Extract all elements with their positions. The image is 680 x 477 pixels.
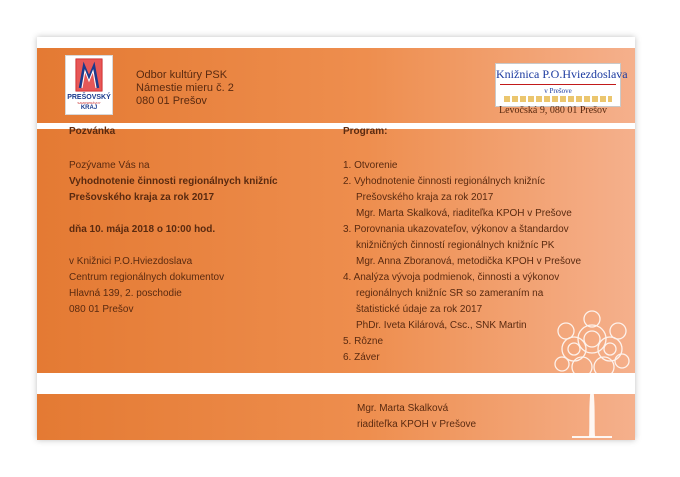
header-divider	[37, 123, 635, 129]
venue-line: Centrum regionálnych dokumentov	[69, 272, 225, 283]
logo-line-3: KRAJ	[80, 105, 98, 111]
program-heading: Program:	[343, 126, 388, 137]
library-logo-name: Knižnica P.O.Hviezdoslava	[496, 67, 628, 81]
event-date: dňa 10. mája 2018 o 10:00 hod.	[69, 224, 216, 235]
program-item	[343, 158, 633, 174]
signature-role: riaditeľka KPOH v Prešove	[357, 419, 477, 430]
invitation-text	[69, 158, 339, 318]
library-address: Levočská 9, 080 01 Prešov	[499, 105, 608, 116]
library-logo-city: v Prešove	[544, 87, 572, 95]
invitation-intro: Pozývame Vás na	[69, 160, 150, 171]
logo-line-1: PREŠOVSKÝ	[67, 94, 111, 101]
program-line: 6. Záver	[343, 352, 380, 363]
decorative-tree-icon	[552, 309, 632, 439]
event-title-line: Prešovského kraja za rok 2017	[69, 192, 215, 203]
program-line: regionálnych knižníc SR so zameraním na	[356, 288, 544, 299]
program-line: 3. Porovnania ukazovateľov, výkonov a štandardov	[343, 224, 569, 235]
program-line: knižničných činností regionálnych knižníc PK	[356, 240, 555, 251]
program-speaker: Mgr. Anna Zboranová, metodička KPOH v Prešove	[356, 256, 582, 267]
program-speaker: PhDr. Iveta Kilárová, Csc., SNK Martin	[356, 320, 527, 331]
program-line: Prešovského kraja za rok 2017	[356, 192, 494, 203]
program-line: 2. Vyhodnotenie činnosti regionálnych knižníc	[343, 176, 545, 187]
invitation-card	[37, 37, 635, 440]
logo-line-2: SAMOSPRÁVNY	[77, 101, 101, 105]
library-logo-books	[504, 96, 612, 102]
department-line: 080 01 Prešov	[136, 95, 207, 107]
program-item	[343, 222, 633, 270]
signature	[357, 401, 476, 433]
venue-line: 080 01 Prešov	[69, 304, 134, 315]
program-item	[343, 174, 633, 222]
psk-logo	[65, 55, 113, 115]
department-address	[136, 69, 234, 108]
program-speaker: Mgr. Marta Skalková, riaditeľka KPOH v Prešove	[356, 208, 572, 219]
program-line: 4. Analýza vývoja podmienok, činnosti a výkonov	[343, 272, 560, 283]
venue-line: v Knižnici P.O.Hviezdoslava	[69, 256, 193, 267]
program-line: štatistické údaje za rok 2017	[356, 304, 483, 315]
invitation-heading: Pozvánka	[69, 126, 116, 137]
department-line: Odbor kultúry PSK	[136, 69, 228, 81]
library-logo	[495, 63, 628, 107]
top-white-strip	[37, 37, 635, 48]
program-line: 5. Rôzne	[343, 336, 384, 347]
venue-line: Hlavná 139, 2. poschodie	[69, 288, 182, 299]
psk-crest-icon	[66, 56, 112, 94]
signature-divider	[37, 373, 635, 394]
library-logo-rule	[500, 84, 616, 85]
department-line: Námestie mieru č. 2	[136, 82, 234, 94]
program-line: 1. Otvorenie	[343, 160, 398, 171]
event-title-line: Vyhodnotenie činnosti regionálnych knižníc	[69, 176, 278, 187]
signature-name: Mgr. Marta Skalková	[357, 403, 449, 414]
